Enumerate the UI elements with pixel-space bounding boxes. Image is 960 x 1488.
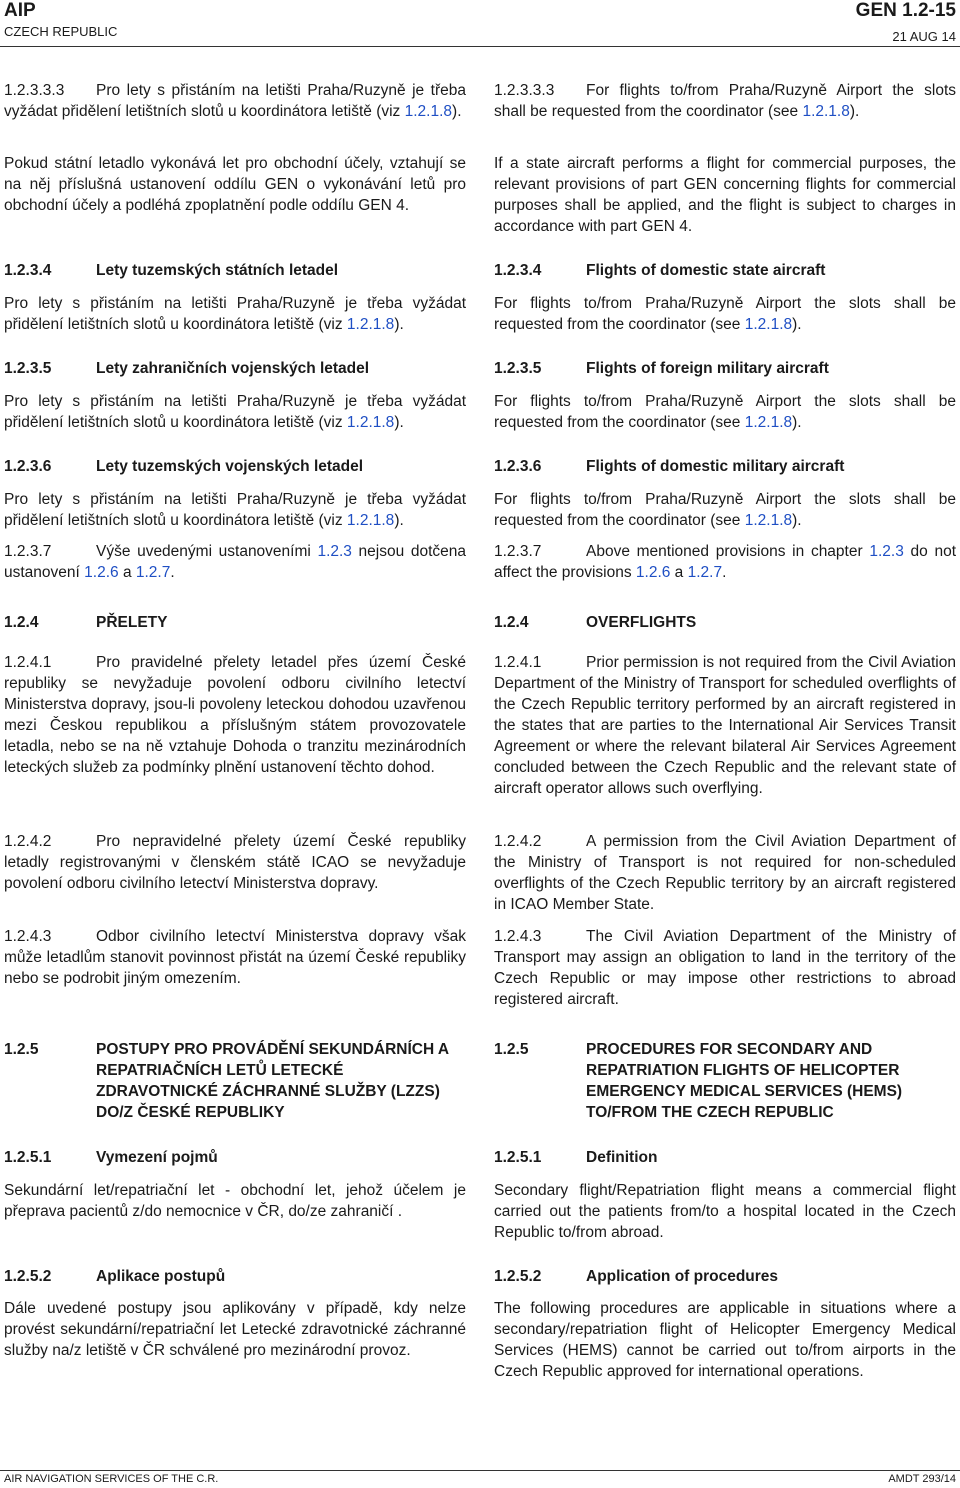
en-heading-1-2-3-5: 1.2.3.5 Flights of foreign military aircraft <box>494 360 829 377</box>
cs-heading-1-2-5-1: 1.2.5.1 Vymezení pojmů <box>4 1149 218 1166</box>
en-heading-1-2-3-4: 1.2.3.4 Flights of domestic state aircraft <box>494 262 826 279</box>
cs-para-state-aircraft: Pokud státní letadlo vykonává let pro obchodní účely, vztahují se na něj příslušná ustanovení oddílu GEN o vykonávání letů pro obchodní účely a podléhá zpoplatnění podle oddílu GEN 4. <box>4 155 466 214</box>
en-para-1-2-3-7: 1.2.3.7 Above mentioned provisions in chapter 1.2.3 do not affect the provisions 1.2.6 a 1.2.7. <box>494 543 956 581</box>
cs-ref-1-2-1-8[interactable]: 1.2.1.8 <box>346 414 395 431</box>
en-para-1-2-4-3: 1.2.4.3 The Civil Aviation Department of the Ministry of Transport may assign an obligation to land in the territory of the Czech Republic or may impose other restrictions to abroad registered aircraft. <box>494 928 956 1008</box>
header-divider <box>0 46 960 47</box>
aip-title: AIP <box>4 0 36 21</box>
cs-ref-1-2-7[interactable]: 1.2.7 <box>135 564 171 581</box>
en-para-state-aircraft: If a state aircraft performs a flight for commercial purposes, the relevant provisions of part GEN concerning flights for commercial purposes shall be applied, and the flight is subject to charges in accordance with part GEN 4. <box>494 155 956 235</box>
effective-date: 21 AUG 14 <box>892 29 956 44</box>
cs-heading-1-2-4: 1.2.4 PŘELETY <box>4 614 168 631</box>
en-heading-1-2-5: 1.2.5 PROCEDURES FOR SECONDARY AND REPATRIATION FLIGHTS OF HELICOPTER EMERGENCY MEDICAL SERVICES (HEMS) TO/FROM THE CZECH REPUBLIC <box>494 1041 903 1121</box>
en-ref-1-2-6[interactable]: 1.2.6 <box>635 564 671 581</box>
en-para-1-2-3-6: For flights to/from Praha/Ruzyně Airport the slots shall be requested from the coordinator (see 1.2.1.8). <box>494 491 956 529</box>
en-para-1-2-3-3-3: 1.2.3.3.3 For flights to/from Praha/Ruzyně Airport the slots shall be requested from the coordinator (see 1.2.1.8). <box>494 82 956 120</box>
en-ref-1-2-3[interactable]: 1.2.3 <box>869 543 904 560</box>
en-ref-1-2-1-8[interactable]: 1.2.1.8 <box>802 103 850 120</box>
en-para-1-2-4-2: 1.2.4.2 A permission from the Civil Aviation Department of the Ministry of Transport is not required for non-scheduled overflights of the Czech Republic territory by an aircraft registered in ICAO Member State. <box>494 833 956 913</box>
en-heading-1-2-5-1: 1.2.5.1 Definition <box>494 1149 658 1166</box>
cs-ref-1-2-6[interactable]: 1.2.6 <box>84 564 119 581</box>
cs-para-1-2-4-2: 1.2.4.2 Pro nepravidelné přelety území České republiky letadly registrovanými v členském státě ICAO se nevyžaduje povolení odboru civilního letectví Ministerstva dopravy. <box>4 833 466 892</box>
cs-para-1-2-3-4: Pro lety s přistáním na letišti Praha/Ruzyně je třeba vyžádat přidělení letištních slotů u koordinátora letiště (viz 1.2.1.8). <box>4 295 466 333</box>
cs-ref-1-2-1-8[interactable]: 1.2.1.8 <box>346 512 395 529</box>
cs-ref-1-2-3[interactable]: 1.2.3 <box>317 543 352 560</box>
cs-para-1-2-4-3: 1.2.4.3 Odbor civilního letectví Ministerstva dopravy však může letadlům stanovit povinnost přistát na území České republiky nebo se podrobit jiným omezením. <box>4 928 466 987</box>
page-header-right <box>856 0 956 46</box>
en-heading-1-2-3-6: 1.2.3.6 Flights of domestic military aircraft <box>494 458 845 475</box>
cs-para-1-2-3-6: Pro lety s přistáním na letišti Praha/Ruzyně je třeba vyžádat přidělení letištních slotů u koordinátora letiště (viz 1.2.1.8). <box>4 491 466 529</box>
en-ref-1-2-1-8[interactable]: 1.2.1.8 <box>744 512 793 529</box>
cs-heading-1-2-3-5: 1.2.3.5 Lety zahraničních vojenských letadel <box>4 360 370 377</box>
cs-para-1-2-3-7: 1.2.3.7 Výše uvedenými ustanoveními 1.2.3 nejsou dotčena ustanovení 1.2.6 a 1.2.7. <box>4 543 466 581</box>
cs-heading-1-2-5-2: 1.2.5.2 Aplikace postupů <box>4 1268 226 1285</box>
en-para-1-2-4-1: 1.2.4.1 Prior permission is not required from the Civil Aviation Department of the Ministry of Transport for scheduled overflights of the Czech Republic territory performed by an aircraft registered in the states that are parties to the International Air Services Transit Agreement or where the relevant bilateral Air Services Agreement concluded between the Czech Republic and the relevant state of aircraft operator allows such overflying. <box>494 654 956 797</box>
cs-para-1-2-4-1: 1.2.4.1 Pro pravidelné přelety letadel přes území České republiky se nevyžaduje povolení odboru civilního letectví Ministerstva dopravy, jsou-li povoleny leteckou dohodou uzavřenou mezi Českou republikou a příslušným státem provozovatele letadla, nebo se na ně vztahuje Dohoda o tranzitu mezinárodních leteckých služeb za podmínky plnění ustanovení těchto dohod. <box>4 654 466 776</box>
publisher: AIR NAVIGATION SERVICES OF THE C.R. <box>4 1473 219 1485</box>
page-number: GEN 1.2-15 <box>855 0 956 21</box>
cs-ref-1-2-1-8[interactable]: 1.2.1.8 <box>346 316 395 333</box>
footer-divider <box>0 1470 960 1471</box>
en-heading-1-2-5-2: 1.2.5.2 Application of procedures <box>494 1268 779 1285</box>
amendment-number: AMDT 293/14 <box>888 1473 956 1485</box>
state-name: CZECH REPUBLIC <box>4 24 118 39</box>
cs-para-1-2-3-5: Pro lety s přistáním na letišti Praha/Ruzyně je třeba vyžádat přidělení letištních slotů u koordinátora letiště (viz 1.2.1.8). <box>4 393 466 431</box>
en-para-1-2-5-2: The following procedures are applicable in situations where a secondary/repatriation flight of Helicopter Emergency Medical Services (HEMS) cannot be carried out to/from airports in the Czech Republic approved for international operations. <box>494 1300 956 1380</box>
cs-heading-1-2-5: 1.2.5 POSTUPY PRO PROVÁDĚNÍ SEKUNDÁRNÍCH A REPATRIAČNÍCH LETŮ LETECKÉ ZDRAVOTNICKÉ ZÁCHRANNÉ SLUŽBY (LZZS) DO/Z ČESKÉ REPUBLIKY <box>4 1041 449 1121</box>
cs-heading-1-2-3-6: 1.2.3.6 Lety tuzemských vojenských letadel <box>4 458 364 475</box>
cs-ref-1-2-1-8[interactable]: 1.2.1.8 <box>404 103 453 120</box>
cs-para-1-2-5-2: Dále uvedené postupy jsou aplikovány v případě, kdy nelze provést sekundární/repatriační let Letecké zdravotnické záchranné služby na/z letiště v ČR schválené pro mezinárodní provoz. <box>4 1300 466 1359</box>
cs-para-1-2-3-3-3: 1.2.3.3.3 Pro lety s přistáním na letišti Praha/Ruzyně je třeba vyžádat přidělení letištních slotů u koordinátora letiště (viz 1.2.1.8). <box>4 82 466 120</box>
cs-heading-1-2-3-4: 1.2.3.4 Lety tuzemských státních letadel <box>4 262 339 279</box>
en-para-1-2-5-1: Secondary flight/Repatriation flight means a commercial flight carried out the patients from/to a hospital located in the Czech Republic to/from abroad. <box>494 1182 956 1241</box>
en-para-1-2-3-5: For flights to/from Praha/Ruzyně Airport the slots shall be requested from the coordinator (see 1.2.1.8). <box>494 393 956 431</box>
page-header-left <box>4 0 117 41</box>
en-ref-1-2-7[interactable]: 1.2.7 <box>687 564 723 581</box>
en-ref-1-2-1-8[interactable]: 1.2.1.8 <box>744 316 793 333</box>
en-ref-1-2-1-8[interactable]: 1.2.1.8 <box>744 414 793 431</box>
cs-para-1-2-5-1: Sekundární let/repatriační let - obchodní let, jehož účelem je přeprava pacientů z/do nemocnice v ČR, do/ze zahraničí . <box>4 1182 466 1220</box>
en-para-1-2-3-4: For flights to/from Praha/Ruzyně Airport the slots shall be requested from the coordinator (see 1.2.1.8). <box>494 295 956 333</box>
en-heading-1-2-4: 1.2.4 OVERFLIGHTS <box>494 614 697 631</box>
